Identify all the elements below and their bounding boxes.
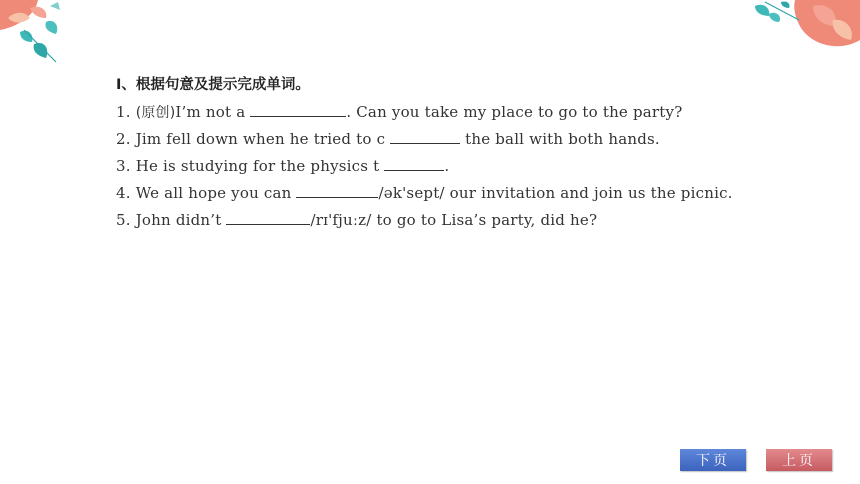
question-5 bbox=[116, 207, 836, 234]
question-number: 3. bbox=[116, 157, 131, 175]
answer-blank[interactable] bbox=[296, 183, 378, 198]
question-number: 1. bbox=[116, 103, 131, 121]
answer-blank[interactable] bbox=[384, 156, 444, 171]
previous-page-button[interactable]: 上页 bbox=[766, 449, 832, 471]
next-page-button[interactable]: 下页 bbox=[680, 449, 746, 471]
question-text-after: /ək'sept/ our invitation and join us the picnic. bbox=[378, 184, 733, 202]
section-title: Ⅰ、根据句意及提示完成单词。 bbox=[116, 77, 310, 93]
question-number: 5. bbox=[116, 211, 131, 229]
question-text-before: Jim fell down when he tried to c bbox=[135, 130, 386, 148]
question-text-before: We all hope you can bbox=[135, 184, 292, 202]
answer-blank[interactable] bbox=[226, 210, 310, 225]
question-tag: (原创) bbox=[135, 105, 176, 121]
question-text-before: I’m not a bbox=[175, 103, 246, 121]
question-3 bbox=[116, 153, 836, 180]
question-text-before: John didn’t bbox=[135, 211, 222, 229]
question-1 bbox=[116, 99, 836, 126]
question-text-after: . bbox=[444, 157, 450, 175]
floral-decoration-top-right bbox=[735, 0, 860, 55]
floral-decoration-top-left bbox=[0, 0, 80, 70]
answer-blank[interactable] bbox=[250, 102, 346, 117]
question-number: 4. bbox=[116, 184, 131, 202]
question-4 bbox=[116, 180, 836, 207]
question-text-after: . Can you take my place to go to the party? bbox=[346, 103, 683, 121]
exercise-content bbox=[116, 72, 836, 234]
question-number: 2. bbox=[116, 130, 131, 148]
question-text-after: the ball with both hands. bbox=[465, 130, 660, 148]
answer-blank[interactable] bbox=[390, 129, 460, 144]
question-2 bbox=[116, 126, 836, 153]
question-text-after: /rɪ'fjuːz/ to go to Lisa’s party, did he? bbox=[310, 211, 598, 229]
question-text-before: He is studying for the physics t bbox=[135, 157, 380, 175]
